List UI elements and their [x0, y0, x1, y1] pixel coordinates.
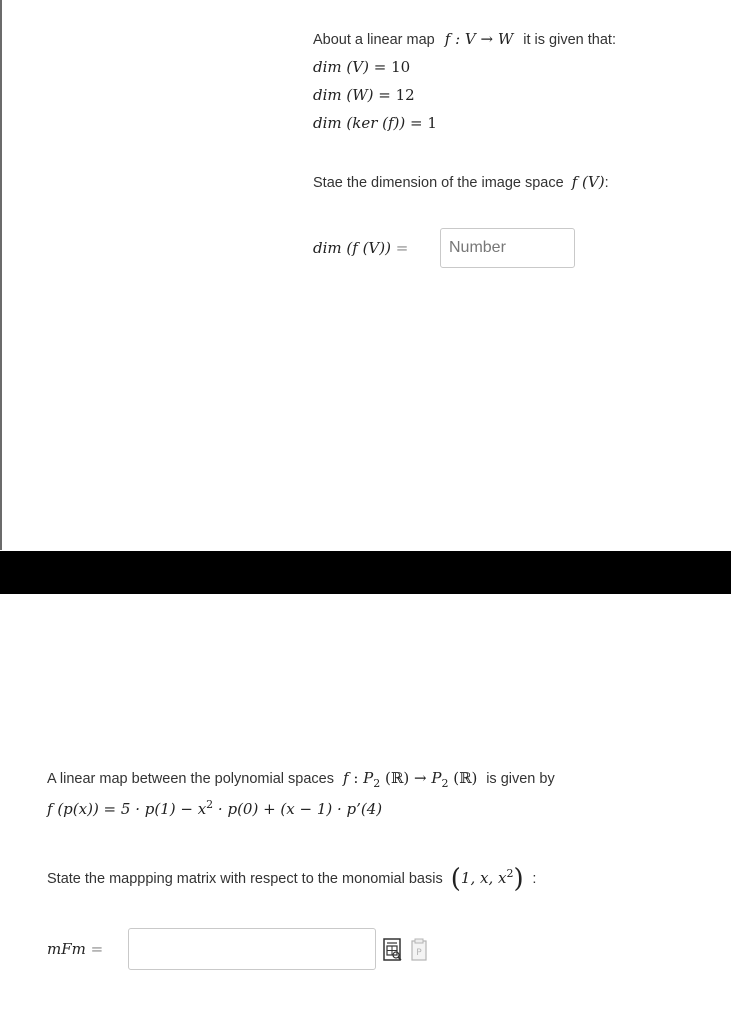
- paste-icon[interactable]: [410, 938, 430, 962]
- given-rhs: 10: [391, 58, 411, 76]
- matrix-preview-icon[interactable]: [383, 938, 403, 962]
- map-definition: f $(p(x)) = 5 \cdot p(1) - x^2 \cdot p(0) + (x - 1)$ · p’(4): [47, 798, 383, 818]
- image-dimension-input[interactable]: [440, 228, 575, 268]
- question2-intro-suffix: is given by: [486, 771, 555, 787]
- given-dim-ker: dim (ker (f)) = 1: [313, 114, 437, 132]
- question1-prompt-math: f (V): [571, 173, 605, 191]
- given-lhs: dim (W): [313, 86, 374, 104]
- question1-prompt-suffix: :: [604, 175, 609, 191]
- paste-icon-svg: [410, 938, 430, 962]
- question2-answer-label: mFm =: [47, 940, 104, 958]
- image-dimension-placeholder: Number: [449, 239, 506, 256]
- monomial-basis: (1, x, $x^2$): [450, 864, 524, 894]
- matrix-preview-icon-svg: [383, 938, 403, 962]
- svg-text:P: P: [416, 948, 422, 958]
- given-rhs: 1: [427, 114, 437, 132]
- given-rhs: 12: [395, 86, 415, 104]
- given-lhs: dim (V): [313, 58, 369, 76]
- question2-intro: A linear map between the polynomial spaces f : $P_2$ (ℝ) → $P_2$ (ℝ) is given by: [47, 769, 555, 790]
- question1-intro-text: About a linear map: [313, 32, 435, 48]
- given-lhs: dim (ker (f)): [313, 114, 406, 132]
- given-dim-w: dim (W) = 12: [313, 86, 415, 104]
- left-border: [0, 0, 2, 550]
- question2-prompt-suffix: :: [532, 871, 537, 887]
- divider-band: [0, 551, 731, 594]
- question1-intro: [313, 30, 616, 48]
- question2-prompt-text: State the mappping matrix with respect to the monomial basis: [47, 871, 443, 887]
- question1-intro-math: f : V → W: [444, 30, 514, 48]
- question2-intro-text: A linear map between the polynomial spaces: [47, 771, 334, 787]
- question1-intro-suffix: it is given that:: [523, 32, 616, 48]
- question2-prompt: [47, 864, 536, 894]
- question1-prompt: [313, 173, 609, 191]
- question1-answer-label: dim (f (V)) =: [313, 239, 409, 257]
- mapping-matrix-input[interactable]: [128, 928, 376, 970]
- question1-prompt-text: Stae the dimension of the image space: [313, 175, 564, 191]
- given-dim-v: dim (V) = 10: [313, 58, 411, 76]
